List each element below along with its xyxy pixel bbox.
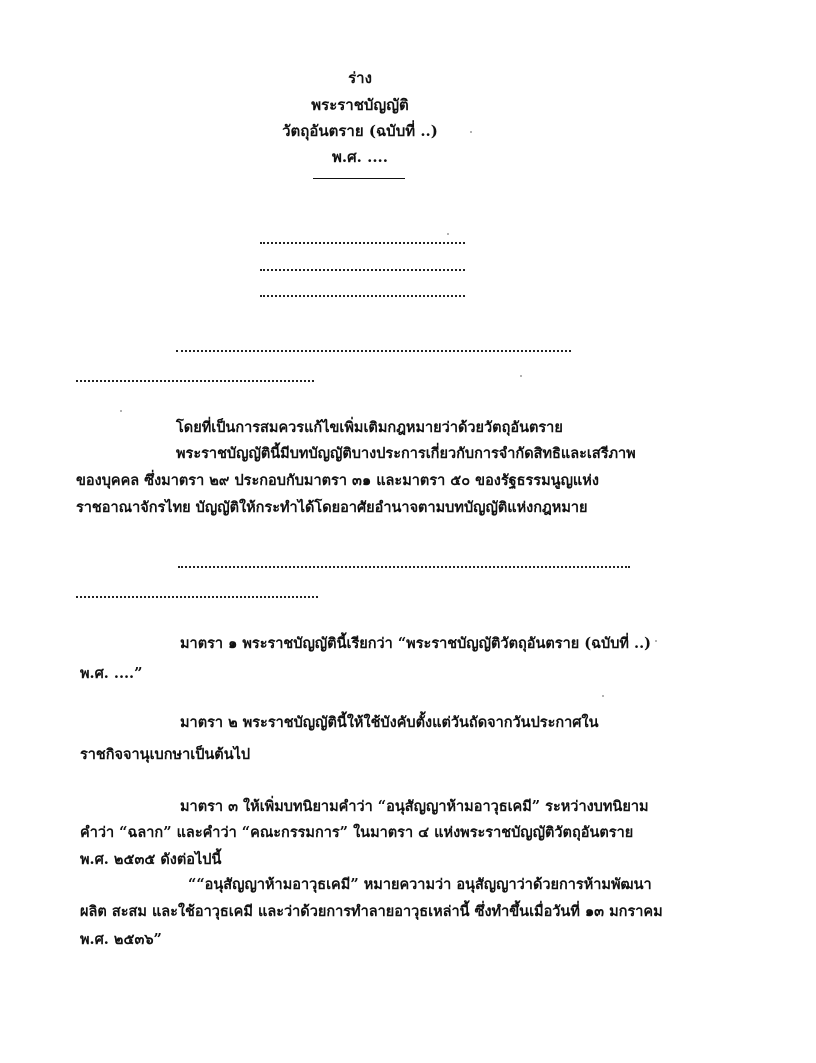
section-1-line-2: พ.ศ. ....” [80,665,143,682]
preamble-line-1: โดยที่เป็นการสมควรแก้ไขเพิ่มเติมกฎหมายว่าด้วยวัตถุอันตราย [176,419,563,436]
placeholder-line-2 [260,269,465,271]
scan-speck [120,410,122,412]
placeholder-line-1 [260,242,465,244]
section-3-line-5: ผลิต สะสม และใช้อาวุธเคมี และว่าด้วยการทำลายอาวุธเหล่านี้ ซึ่งทำขึ้นเมื่อวันที่ ๑๓ มกราคม [80,903,663,920]
section-3-line-2: คำว่า “ฉลาก” และคำว่า “คณะกรรมการ” ในมาตรา ๔ แห่งพระราชบัญญัติวัตถุอันตราย [80,824,634,841]
scan-speck [520,375,522,377]
scan-speck [655,640,657,642]
act-type-title: พระราชบัญญัติ [311,96,409,114]
section-3-line-4: ““อนุสัญญาห้ามอาวุธเคมี” หมายความว่า อนุสัญญาว่าด้วยการห้ามพัฒนา [188,876,652,893]
scan-speck [602,695,604,697]
placeholder-line-3 [260,295,465,297]
preamble-line-4: ราชอาณาจักรไทย บัญญัติให้กระทำได้โดยอาศัยอำนาจตามบทบัญญัติแห่งกฎหมาย [76,499,588,516]
section-3-line-3: พ.ศ. ๒๕๓๕ ดังต่อไปนี้ [80,851,222,868]
section-3-line-6: พ.ศ. ๒๕๓๖” [80,931,162,948]
scan-speck [470,131,472,133]
placeholder-line-5 [76,380,314,382]
placeholder-line-4 [176,350,571,352]
section-3-line-1: มาตรา ๓ ให้เพิ่มบทนิยามคำว่า “อนุสัญญาห้ามอาวุธเคมี” ระหว่างบทนิยาม [180,798,649,815]
draft-label: ร่าง [348,69,372,87]
title-underline [313,178,405,179]
scan-speck [447,233,449,235]
act-year: พ.ศ. .... [332,148,388,166]
placeholder-line-7 [76,596,318,598]
section-1-line-1: มาตรา ๑ พระราชบัญญัตินี้เรียกว่า “พระราชบัญญัติวัตถุอันตราย (ฉบับที่ ..) [180,635,651,652]
preamble-line-3: ของบุคคล ซึ่งมาตรา ๒๙ ประกอบกับมาตรา ๓๑ และมาตรา ๕๐ ของรัฐธรรมนูญแห่ง [76,472,599,489]
placeholder-line-6 [178,566,630,568]
section-2-line-1: มาตรา ๒ พระราชบัญญัตินี้ให้ใช้บังคับตั้งแต่วันถัดจากวันประกาศใน [180,714,599,731]
preamble-line-2: พระราชบัญญัตินี้มีบทบัญญัติบางประการเกี่ยวกับการจำกัดสิทธิและเสรีภาพ [176,445,636,462]
act-name-title: วัตถุอันตราย (ฉบับที่ ..) [282,122,438,140]
section-2-line-2: ราชกิจจานุเบกษาเป็นต้นไป [80,746,251,763]
